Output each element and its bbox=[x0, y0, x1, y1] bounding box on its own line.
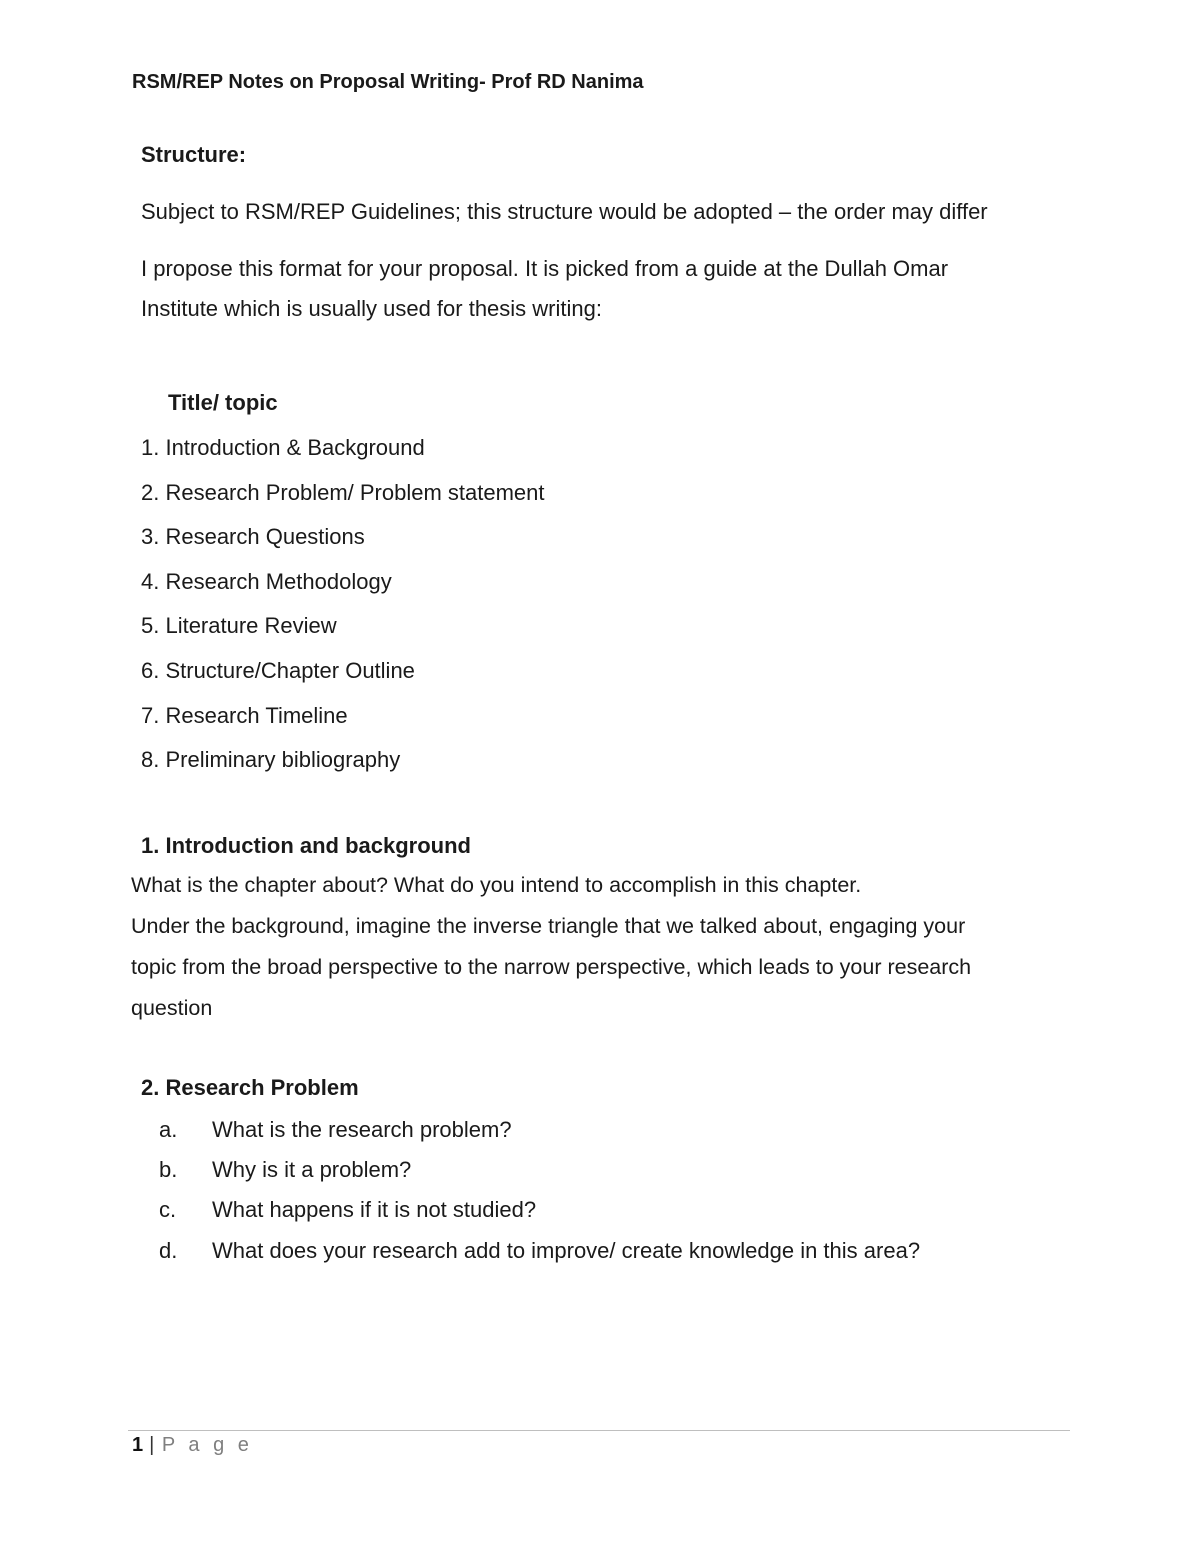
footer-separator: | bbox=[149, 1434, 155, 1456]
list-marker: c. bbox=[159, 1197, 177, 1222]
outline-item: 5. Literature Review bbox=[141, 613, 337, 638]
outline-item: 3. Research Questions bbox=[141, 524, 365, 549]
list-marker: b. bbox=[159, 1157, 178, 1182]
section1-line: What is the chapter about? What do you intend to accomplish in this chapter. bbox=[131, 873, 862, 897]
propose-line-1: I propose this format for your proposal. It is picked from a guide at the Dullah Omar bbox=[141, 256, 949, 281]
list-marker: a. bbox=[159, 1117, 178, 1142]
list-item: What is the research problem? bbox=[212, 1117, 512, 1142]
propose-line-2: Institute which is usually used for thesis writing: bbox=[141, 296, 602, 321]
page-footer bbox=[132, 1434, 253, 1457]
page-label: P a g e bbox=[161, 1434, 253, 1456]
section1-line: Under the background, imagine the inverse triangle that we talked about, engaging your bbox=[131, 914, 966, 938]
section1-heading: 1. Introduction and background bbox=[141, 833, 471, 858]
section1-line: topic from the broad perspective to the narrow perspective, which leads to your research bbox=[131, 955, 972, 979]
outline-item: 6. Structure/Chapter Outline bbox=[141, 658, 415, 683]
page-number: 1 bbox=[132, 1434, 144, 1456]
list-item: What does your research add to improve/ create knowledge in this area? bbox=[212, 1238, 921, 1263]
structure-heading: Structure: bbox=[141, 142, 247, 167]
list-marker: d. bbox=[159, 1238, 178, 1263]
footer-divider bbox=[128, 1430, 1070, 1431]
outline-item: 4. Research Methodology bbox=[141, 569, 392, 594]
list-item: Why is it a problem? bbox=[212, 1157, 412, 1182]
outline-item: 2. Research Problem/ Problem statement bbox=[141, 480, 545, 505]
running-header: RSM/REP Notes on Proposal Writing- Prof RD Nanima bbox=[132, 71, 644, 93]
list-item: What happens if it is not studied? bbox=[212, 1197, 537, 1222]
section1-line: question bbox=[131, 996, 213, 1020]
section2-heading: 2. Research Problem bbox=[141, 1075, 359, 1100]
subject-line: Subject to RSM/REP Guidelines; this structure would be adopted – the order may differ bbox=[141, 199, 988, 224]
outline-title: Title/ topic bbox=[168, 390, 278, 415]
outline-item: 8. Preliminary bibliography bbox=[141, 747, 401, 772]
outline-item: 7. Research Timeline bbox=[141, 703, 348, 728]
outline-item: 1. Introduction & Background bbox=[141, 435, 425, 460]
